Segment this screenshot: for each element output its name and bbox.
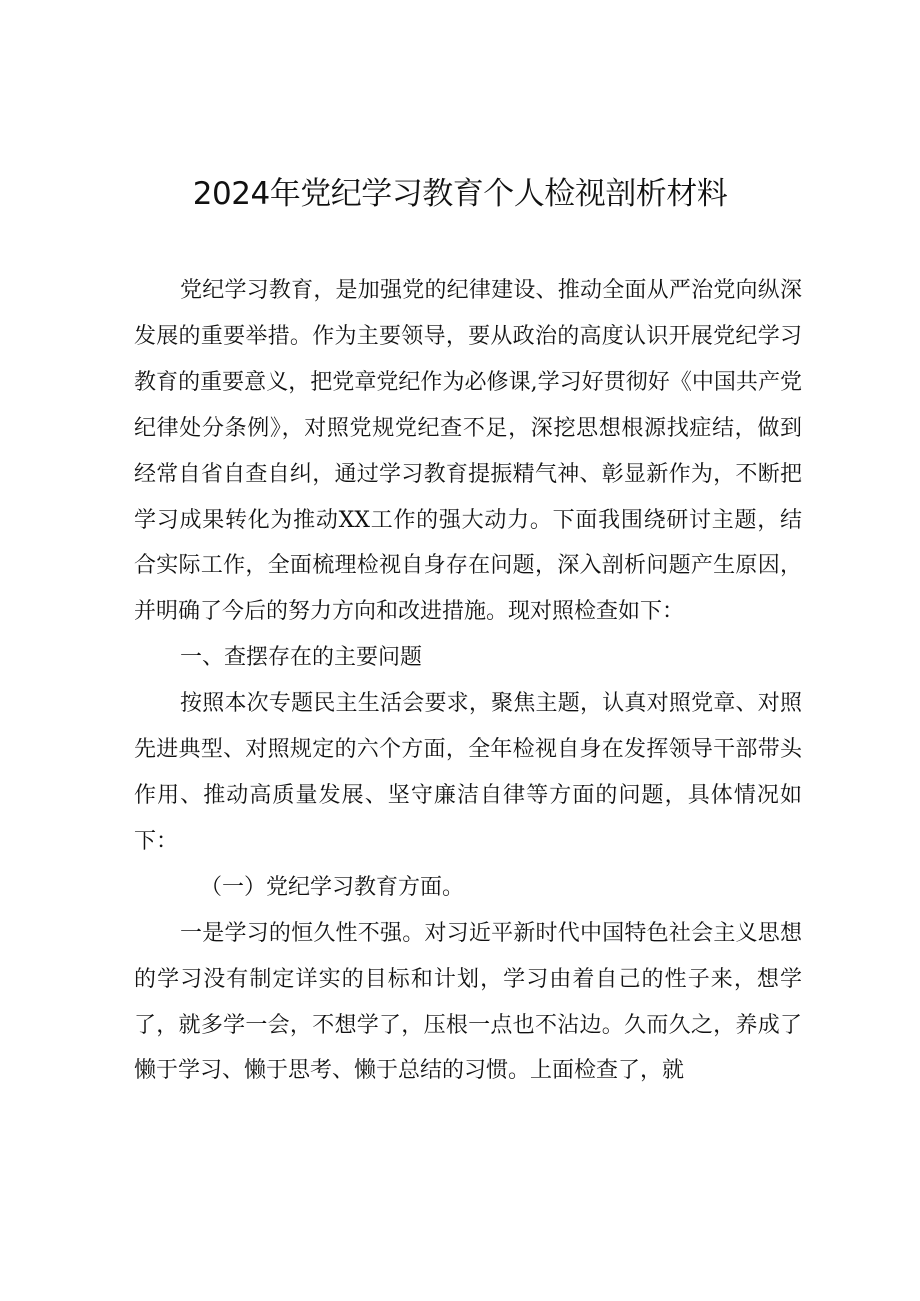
document-body [134, 268, 802, 1094]
document-title: 2024年党纪学习教育个人检视剖析材料 [192, 176, 728, 212]
subsection-paragraph: 一是学习的恒久性不强。对习近平新时代中国特色社会主义思想的学习没有制定详实的目标和计划，学习由着自己的性子来，想学了，就多学一会，不想学了，压根一点也不沾边。久而久之，养成了懒于学习、懒于思考、懒于总结的习惯。上面检查了，就 [134, 920, 802, 1084]
subsection-heading: （一）党纪学习教育方面。 [200, 874, 465, 900]
section-paragraph: 按照本次专题民主生活会要求，聚焦主题，认真对照党章、对照先进典型、对照规定的六个方面，全年检视自身在发挥领导干部带头作用、推动高质量发展、坚守廉洁自律等方面的问题，具体情况如下： [134, 691, 802, 854]
section-heading: 一、查摆存在的主要问题 [180, 645, 423, 671]
intro-paragraph: 党纪学习教育，是加强党的纪律建设、推动全面从严治党向纵深发展的重要举措。作为主要领导，要从政治的高度认识开展党纪学习教育的重要意义，把党章党纪作为必修课,学习好贯彻好《中国共产党纪律处分条例》，对照党规党纪查不足，深挖思想根源找症结，做到经常自省自查自纠，通过学习教育提振精气神、彰显新作为，不断把学习成果转化为推动XX工作的强大动力。下面我围绕研讨主题，结合实际工作，全面梳理检视自身存在问题，深入剖析问题产生原因，并明确了今后的努力方向和改进措施。现对照检查如下： [134, 278, 802, 625]
